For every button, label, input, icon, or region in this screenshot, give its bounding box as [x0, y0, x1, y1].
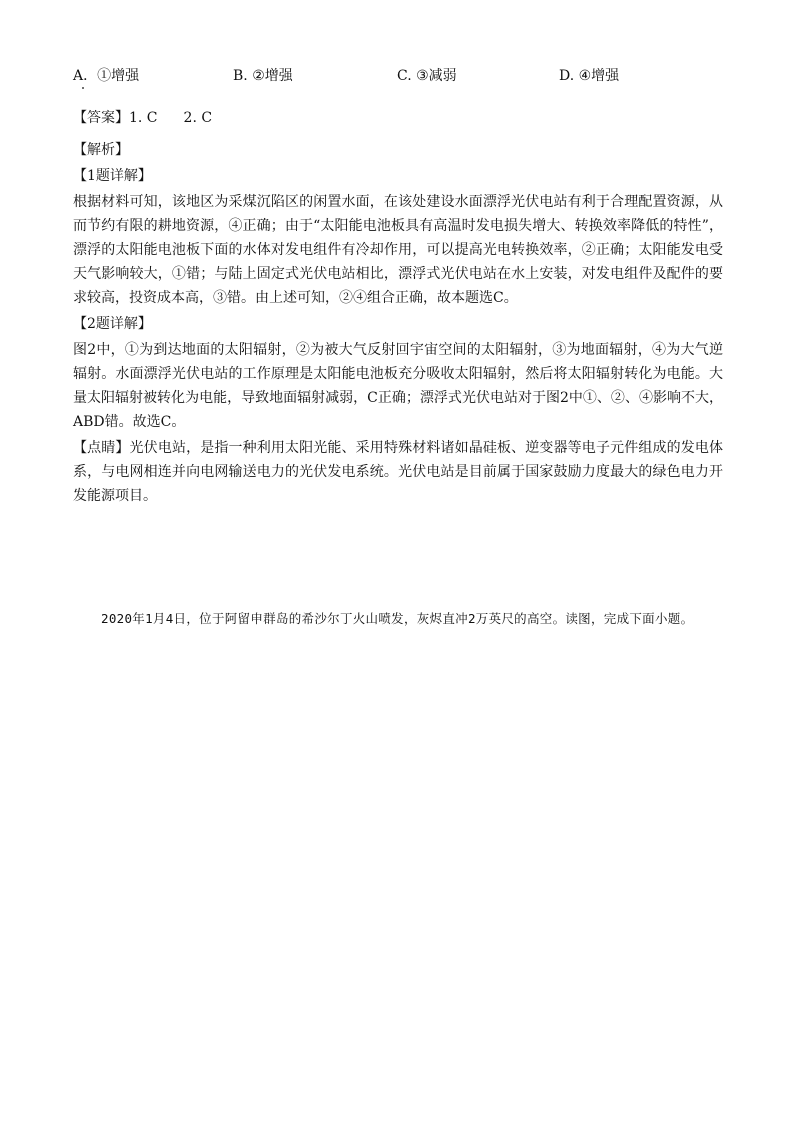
- detail2-text: 图2中，①为到达地面的太阳辐射，②为被大气反射回宇宙空间的太阳辐射，③为地面辐射，④为大气逆辐射。水面漂浮光伏电站的工作原理是太阳能电池板充分吸收太阳辐射，然后将太阳辐射转化为电能。大量太阳辐射被转化为电能，导致地面辐射减弱，C正确；漂浮式光伏电站对于图2中①、②、④影响不大，ABD错。故选C。: [73, 342, 723, 430]
- analysis-heading: 【解析】: [73, 142, 129, 158]
- stray-dot: [82, 87, 84, 89]
- option-d: D. ④增强: [559, 68, 620, 84]
- answer-label: 【答案】: [73, 110, 129, 126]
- option-b: B. ②增强: [233, 68, 293, 84]
- detail2-heading: 【2题详解】: [73, 316, 152, 332]
- solution-section: [73, 106, 723, 508]
- option-a: A．①增强: [73, 68, 140, 84]
- tip-paragraph: [73, 436, 723, 508]
- answer-options-row: [73, 64, 723, 88]
- answer-line: [73, 106, 723, 130]
- detail1-heading: 【1题详解】: [73, 168, 152, 184]
- option-c: C. ③减弱: [397, 68, 457, 84]
- tip-text: 光伏电站，是指一种利用太阳光能、采用特殊材料诸如晶硅板、逆变器等电子元件组成的发电体系，与电网相连并向电网输送电力的光伏发电系统。光伏电站是目前属于国家鼓励力度最大的绿色电力开发能源项目。: [73, 440, 724, 504]
- answer-q2: 2. C: [183, 110, 213, 126]
- tip-label: 【点睛】: [73, 440, 130, 456]
- next-question-intro: 2020年1月4日，位于阿留申群岛的希沙尔丁火山喷发，灰烬直冲2万英尺的高空。读图，完成下面小题。: [101, 611, 694, 626]
- detail1-text: 根据材料可知，该地区为采煤沉陷区的闲置水面，在该处建设水面漂浮光伏电站有利于合理配置资源，从而节约有限的耕地资源，④正确；由于“太阳能电池板具有高温时发电损失增大、转换效率降低的特性”，漂浮的太阳能电池板下面的水体对发电组件有冷却作用，可以提高光电转换效率，②正确；太阳能发电受天气影响较大，①错；与陆上固定式光伏电站相比，漂浮式光伏电站在水上安装，对发电组件及配件的要求较高，投资成本高，③错。由上述可知，②④组合正确，故本题选C。: [73, 194, 723, 306]
- answer-q1: 1. C: [129, 110, 158, 126]
